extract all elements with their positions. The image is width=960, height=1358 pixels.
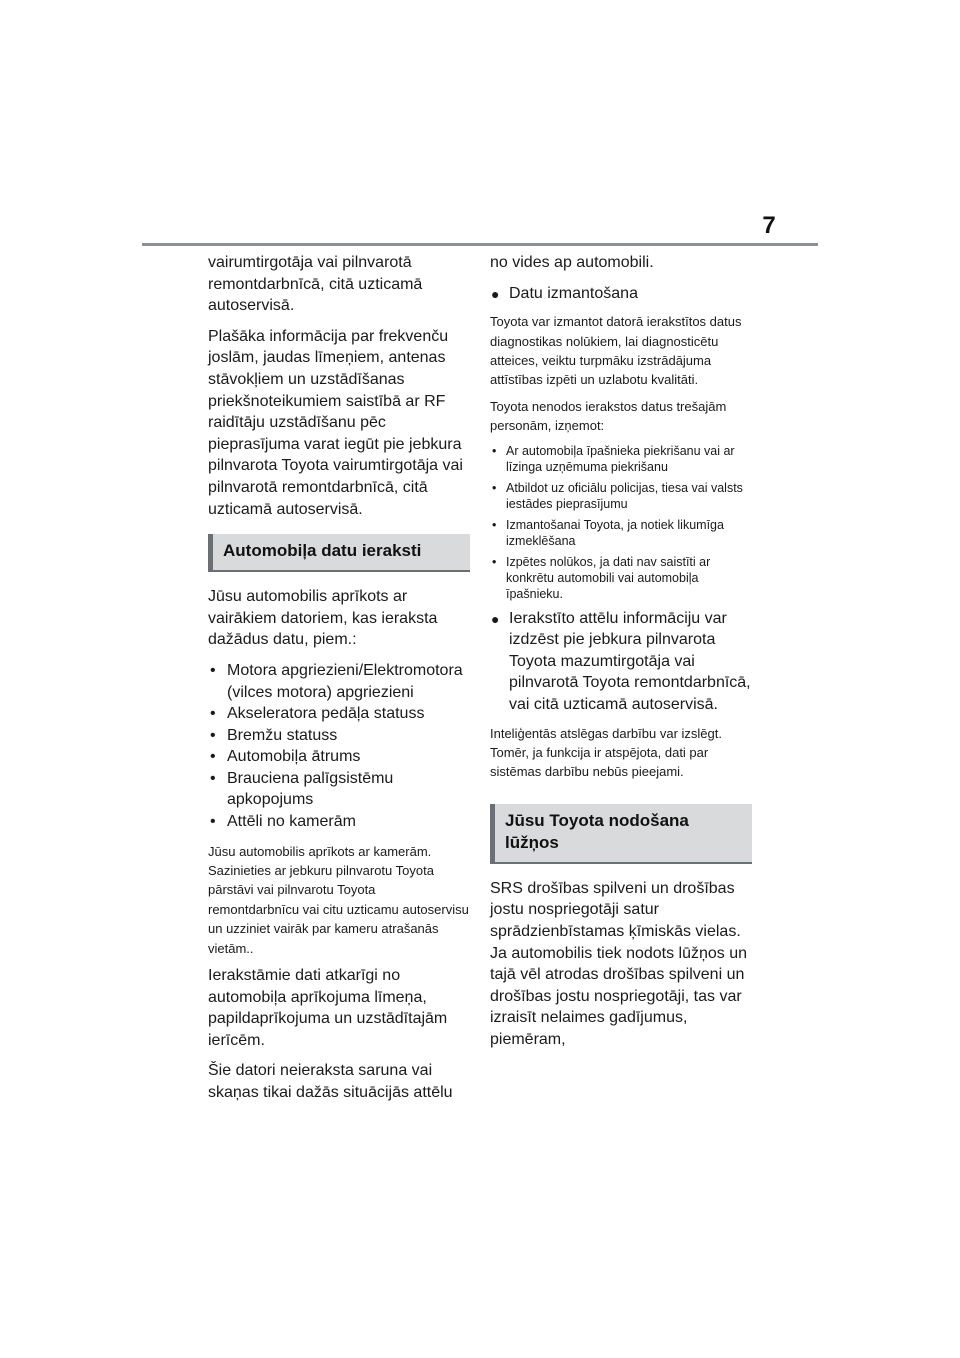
paragraph: vairumtirgotāja vai pilnvarotā remontdarbnīcā, citā uzticamā autoservisā. [208, 254, 423, 315]
list-item: • Izmantošanai Toyota, ja notiek likumīga izmeklēšana [492, 517, 724, 548]
header-rule [142, 243, 818, 246]
black-circle-icon: ● [491, 285, 500, 302]
note-paragraph: Toyota var izmantot datorā ierakstītos datus diagnostikas nolūkiem, lai diagnosticētu atteices, veiktu turpmāku izstrādājuma attīstības izpēti un uzlabotu kvalitāti. [490, 314, 742, 388]
bullet-icon: • [492, 443, 497, 458]
left-column [208, 252, 470, 1113]
camera-note: Jūsu automobilis aprīkots ar kamerām. Sazinieties ar jebkuru pilnvarotu Toyota pārstāvi vai pilnvarotu Toyota remontdarbnīcu vai citu uzticamu autoservisu un uzziniet vairāk par kameru atrašanās vietām.. [208, 843, 469, 956]
bullet-icon: • [210, 661, 216, 679]
section-heading-scrapping: Jūsu Toyota nodošana lūžņos [490, 804, 752, 864]
image-deletion-item: ● Ierakstīto attēlu informāciju var izdzēst pie jebkura pilnvarota Toyota mazumtirgotāja vai pilnvarotā Toyota remontdarbnīcā, vai citā uzticamā autoservisā. [491, 609, 751, 713]
paragraph: Jūsu automobilis aprīkots ar vairākiem datoriem, kas ieraksta dažādus datu, piem.: [208, 588, 438, 649]
paragraph: Plašāka informācija par frekvenču joslām, jaudas līmeņiem, antenas stāvokļiem un uzstādīšanas priekšnoteikumiem saistībā ar RF raidītāju uzstādīšanu pēc pieprasījuma varat iegūt pie jebkura pilnvarota Toyota vairumtirgotāja vai pilnvarotā remontdarbnīcā, citā uzticamā autoservisā. [208, 327, 463, 518]
list-item: • Akseleratora pedāļa statuss [208, 703, 470, 725]
page-number: 7 [762, 212, 776, 239]
list-item: • Atbildot uz oficiālu policijas, tiesa vai valsts iestādes pieprasījumu [492, 480, 743, 511]
bullet-icon: • [210, 705, 216, 723]
list-item: • Brauciena palīgsistēmu apkopojums [210, 769, 394, 809]
data-usage-heading: ● Datu izmantošana [491, 284, 638, 302]
paragraph: no vides ap automobili. [490, 254, 654, 271]
list-item: • Bremžu statuss [208, 725, 470, 747]
list-item: • Ar automobiļa īpašnieka piekrišanu vai ar līzinga uzņēmuma piekrišanu [492, 443, 735, 474]
right-column [490, 252, 752, 1060]
bullet-icon: • [210, 748, 216, 766]
bullet-icon: • [492, 554, 497, 569]
bullet-icon: • [210, 769, 216, 787]
smart-key-note: Inteliģentās atslēgas darbību var izslēgt. Tomēr, ja funkcija ir atspējota, dati par sistēmas darbību nebūs pieejami. [490, 725, 722, 780]
recorded-data-list [208, 660, 470, 833]
section-heading-vehicle-data: Automobiļa datu ieraksti [208, 534, 470, 572]
paragraph: Šie datori neieraksta saruna vai skaņas tikai dažās situācijās attēlu [208, 1062, 453, 1102]
paragraph: SRS drošības spilveni un drošības jostu nospriegotāji satur sprādzienbīstamas ķīmiskās vielas. Ja automobilis tiek nodots lūžņos un tajā vēl atrodas drošības spilveni un drošības jostu nospriegotāji, tas var izraisīt nelaimes gadījumus, piemēram, [490, 879, 748, 1048]
list-item: • Motora apgriezieni/Elektromotora (vilces motora) apgriezieni [210, 661, 463, 701]
paragraph: Ierakstāmie dati atkarīgi no automobiļa aprīkojuma līmeņa, papildaprīkojuma un uzstādītajām ierīcēm. [208, 967, 448, 1049]
black-circle-icon: ● [491, 610, 500, 627]
bullet-icon: • [492, 517, 497, 532]
bullet-icon: • [492, 480, 497, 495]
note-paragraph: Toyota nenodos ierakstos datus trešajām personām, izņemot: [490, 398, 727, 434]
list-item: • Automobiļa ātrums [208, 746, 470, 768]
list-item: • Attēli no kamerām [208, 811, 470, 833]
third-party-exceptions-list [490, 443, 752, 602]
list-item: • Izpētes nolūkos, ja dati nav saistīti ar konkrētu automobili vai automobiļa īpašnieku. [492, 554, 711, 601]
bullet-icon: • [210, 813, 216, 831]
bullet-icon: • [210, 726, 216, 744]
